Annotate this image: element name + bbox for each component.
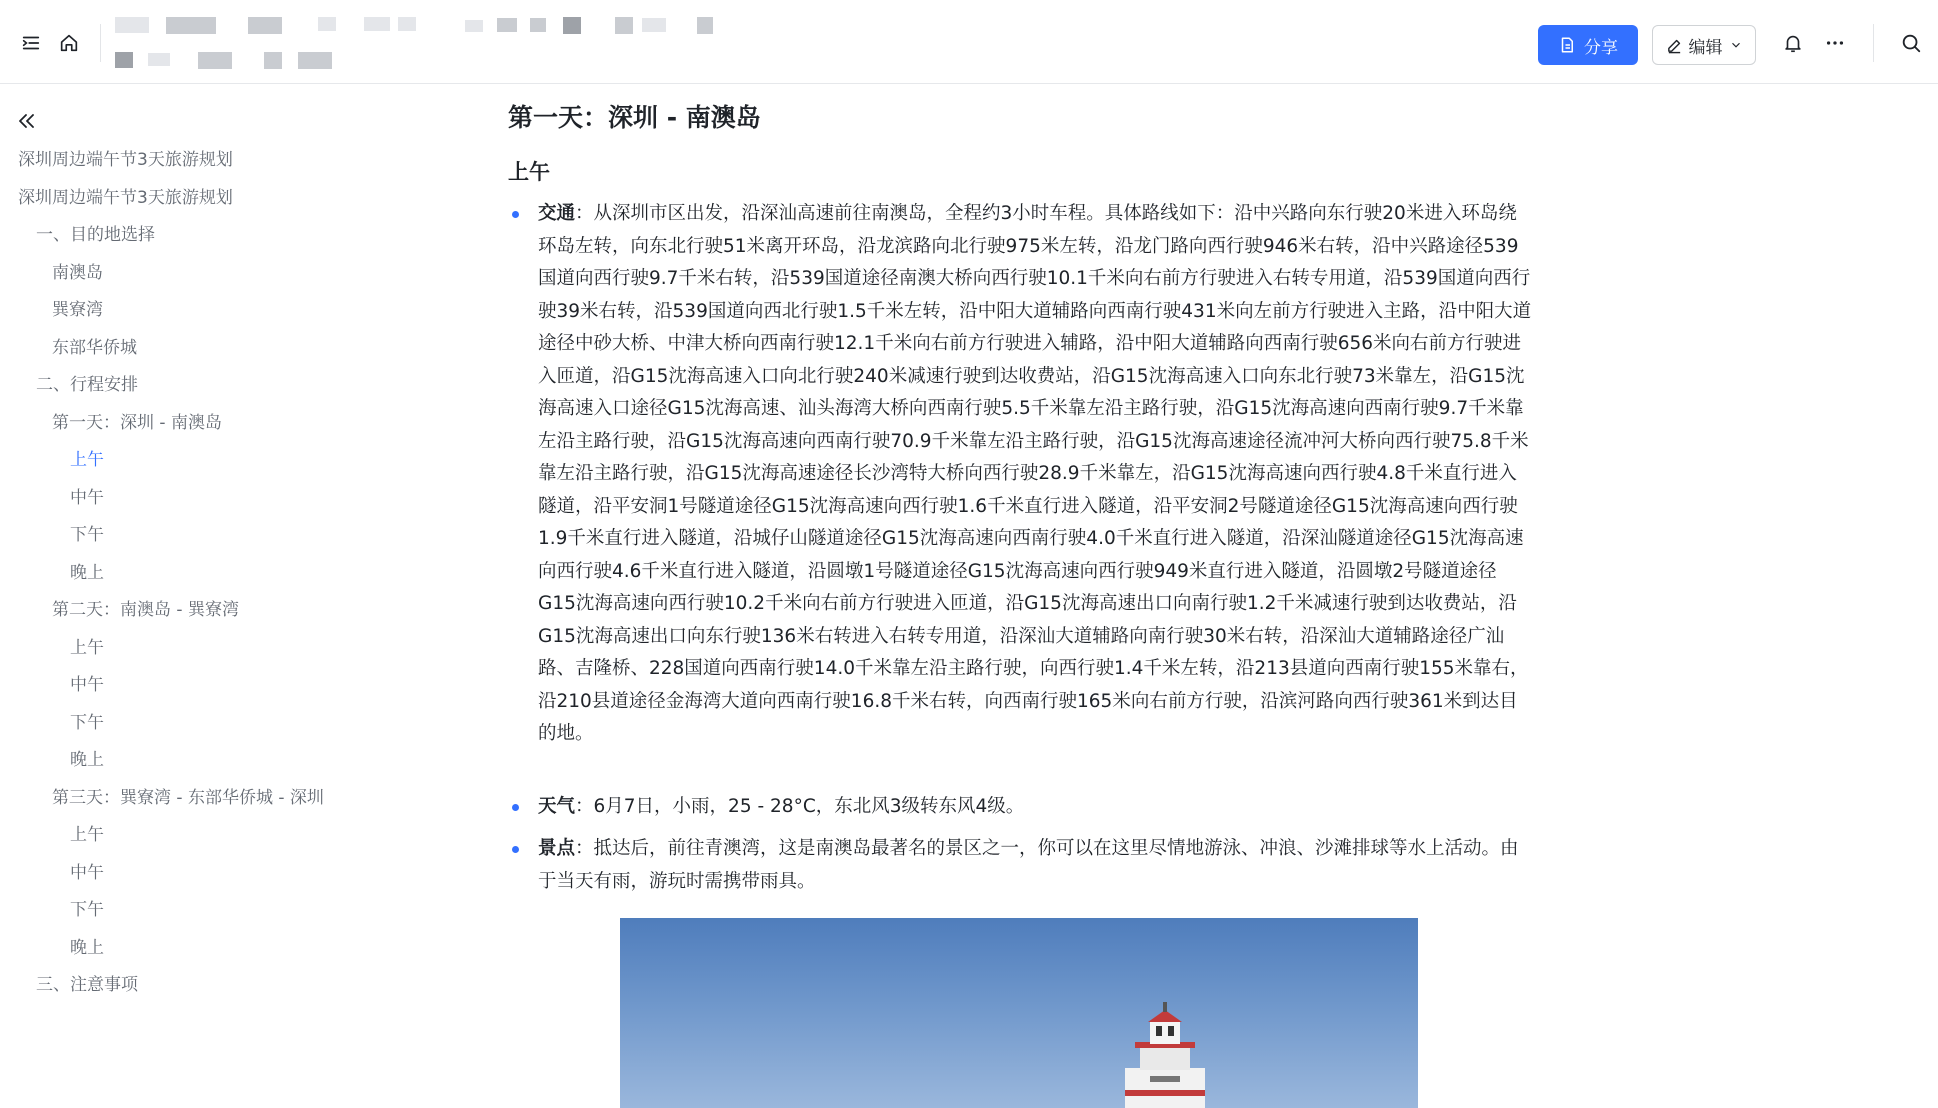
bullet-icon — [512, 804, 519, 811]
bullet-text: ：抵达后，前往青澳湾，这是南澳岛最著名的景区之一，你可以在这里尽情地游泳、冲浪、沙滩排球等水上活动。由于当天有雨，游玩时需携带雨具。 — [538, 838, 1519, 892]
more-icon[interactable] — [1822, 30, 1848, 56]
lighthouse-photo[interactable] — [620, 918, 1418, 1108]
outline-item[interactable]: 巽寮湾 — [52, 300, 103, 320]
pencil-icon — [1666, 37, 1683, 54]
top-toolbar — [0, 0, 1938, 84]
edit-mode-dropdown[interactable] — [1652, 25, 1756, 65]
bullet-icon — [512, 846, 519, 853]
search-icon[interactable] — [1898, 30, 1924, 56]
bullet-key: 天气 — [538, 796, 576, 817]
outline-item[interactable]: 上午 — [70, 825, 104, 845]
share-doc-icon — [1558, 36, 1576, 54]
outline-item[interactable]: 中午 — [70, 675, 104, 695]
outline-item[interactable]: 东部华侨城 — [52, 337, 137, 358]
outline-item[interactable]: 第一天：深圳 - 南澳岛 — [52, 412, 222, 433]
subsection-heading: 上午 — [508, 160, 550, 184]
bullet-key: 交通 — [538, 203, 576, 224]
outline-item[interactable]: 深圳周边端午节3天旅游规划 — [18, 150, 233, 170]
list-item — [508, 833, 1533, 898]
outline-item[interactable]: 下午 — [70, 900, 104, 920]
bullet-icon — [512, 211, 519, 218]
section-heading: 第一天：深圳 - 南澳岛 — [508, 103, 761, 132]
outline-item[interactable]: 一、目的地选择 — [36, 225, 155, 245]
outline-item[interactable]: 南澳岛 — [52, 262, 103, 283]
list-item — [508, 791, 1533, 824]
lighthouse-illustration — [1125, 1002, 1205, 1108]
outline-item[interactable]: 中午 — [70, 862, 104, 883]
outline-item[interactable]: 上午 — [70, 450, 104, 470]
bullet-text: ：从深圳市区出发，沿深汕高速前往南澳岛，全程约3小时车程。具体路线如下：沿中兴路向东行驶20米进入环岛绕环岛左转，向东北行驶51米离开环岛，沿龙滨路向北行驶975米左转，沿龙门路向西行驶946米右转，沿中兴路途径539国道向西行驶9.7千米右转，沿539国道途径南澳大桥向西行驶10.1千米向右前方行驶进入右转专用道，沿539国道向西行驶39米右转，沿539国道向西北行驶1.5千米左转，沿中阳大道辅路向西南行驶431米向左前方行驶进入主路，沿中阳大道途径中砂大桥、中津大桥向西南行驶12.1千米向右前方行驶进入辅路，沿中阳大道辅路向西南行驶656米向右前方行驶进入匝道，沿G15沈海高速入口向北行驶240米减速行驶到达收费站，沿G15沈海高速入口向东北行驶73米靠左，沿G15沈海高速入口途径G15沈海高速、汕头海湾大桥向西南行驶5.5千米靠左沿主路行驶，沿G15沈海高速向西南行驶9.7千米靠左沿主路行驶，沿G15沈海高速向西南行驶70.9千米靠左沿主路行驶，沿G15沈海高速途径流冲河大桥向西行驶75.8千米靠左沿主路行驶，沿G15沈海高速途径长沙湾特大桥向西行驶28.9千米靠左，沿G15沈海高速向西行驶4.8千米直行进入隧道，沿平安洞1号隧道途径G15沈海高速向西行驶1.6千米直行进入隧道，沿平安洞2号隧道途径G15沈海高速向西行驶1.9千米直行进入隧道，沿城仔山隧道途径G15沈海高速向西南行驶4.0千米直行进入隧道，沿深汕隧道途径G15沈海高速向西行驶4.6千米直行进入隧道，沿圆墩1号隧道途径G15沈海高速向西行驶949米直行进入隧道，沿圆墩2号隧道途径G15沈海高速向西行驶10.2千米向右前方行驶进入匝道，沿G15沈海高速出口向南行驶1.2千米减速行驶到达收费站，沿G15沈海高速出口向东行驶136米右转进入右转专用道，沿深汕大道辅路向南行驶30米右转，沿深汕大道辅路途径广汕路、吉隆桥、228国道向西南行驶14.0千米靠左沿主路行驶，向西行驶1.4千米左转，沿213县道向西南行驶155米靠右，沿210县道途径金海湾大道向西南行驶16.8千米右转，向西南行驶165米向右前方行驶，沿滨河路向西行驶361米到达目的地。 — [538, 203, 1532, 744]
outline-item[interactable]: 中午 — [70, 487, 104, 508]
bullet-key: 景点 — [538, 838, 576, 859]
share-button[interactable] — [1538, 25, 1638, 65]
edit-label: 编辑 — [1688, 37, 1723, 58]
collapse-outline-icon[interactable] — [14, 109, 40, 135]
list-item — [508, 198, 1533, 751]
outline-item[interactable]: 上午 — [70, 637, 104, 658]
outline-item[interactable]: 第三天：巽寮湾 - 东部华侨城 - 深圳 — [52, 787, 324, 808]
outline-item[interactable]: 三、注意事项 — [36, 975, 138, 995]
outline-toggle-icon[interactable] — [18, 30, 44, 56]
share-label: 分享 — [1584, 37, 1618, 58]
outline-item[interactable]: 第二天：南澳岛 - 巽寮湾 — [52, 600, 239, 620]
home-icon[interactable] — [56, 30, 82, 56]
outline-item[interactable]: 下午 — [70, 525, 104, 545]
bell-icon[interactable] — [1780, 30, 1806, 56]
outline-item[interactable]: 晚上 — [70, 562, 104, 583]
chevron-down-icon — [1729, 38, 1743, 52]
outline-item[interactable]: 晚上 — [70, 937, 104, 958]
outline-item[interactable]: 下午 — [70, 712, 104, 733]
bullet-text: ：6月7日，小雨，25 - 28°C，东北风3级转东风4级。 — [575, 796, 1025, 817]
document-outline — [0, 85, 440, 1108]
toolbar-divider — [100, 24, 101, 62]
toolbar-divider — [1873, 24, 1874, 62]
outline-item[interactable]: 深圳周边端午节3天旅游规划 — [18, 187, 233, 208]
outline-item[interactable]: 二、行程安排 — [36, 375, 138, 395]
outline-item[interactable]: 晚上 — [70, 750, 104, 770]
